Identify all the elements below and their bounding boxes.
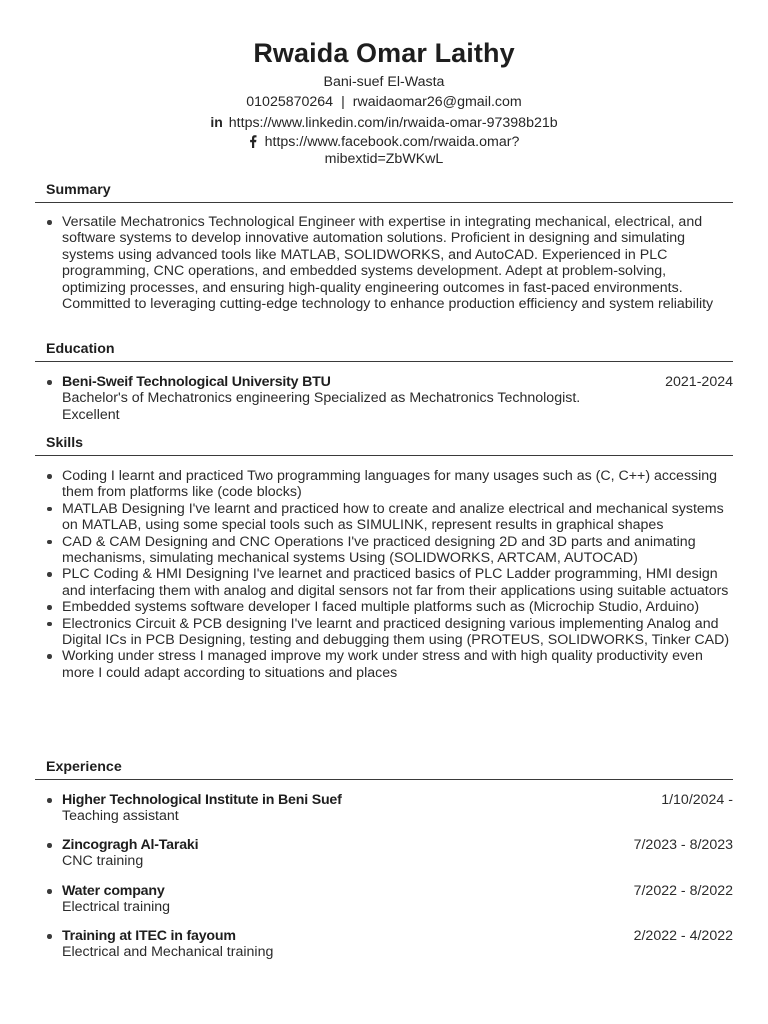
employer-name: Higher Technological Institute in Beni Suef bbox=[62, 792, 342, 808]
experience-entry bbox=[46, 792, 733, 825]
experience-entry bbox=[46, 928, 733, 961]
facebook-link-continued[interactable]: mibextid=ZbWKwL bbox=[324, 151, 444, 167]
employment-dates: 7/2023 - 8/2023 bbox=[633, 837, 733, 853]
job-role: Electrical and Mechanical training bbox=[62, 944, 274, 961]
education-section bbox=[46, 374, 733, 423]
experience-section bbox=[46, 837, 733, 870]
skill-item: Coding I learnt and practiced Two programming languages for many usages such as (C, C++) accessing them from platforms like (code blocks) bbox=[46, 468, 733, 501]
skill-item: PLC Coding & HMI Designing I've learnet and practiced basics of PLC Ladder programming, HMI design and interfacing them with analog and digital sensors not far from their applications using suitable actuators bbox=[46, 566, 733, 599]
employment-dates: 1/10/2024 - bbox=[661, 792, 733, 808]
employer-name: Zincogragh Al-Taraki bbox=[62, 837, 199, 853]
job-role: Teaching assistant bbox=[62, 808, 179, 825]
linkedin-link[interactable]: https://www.linkedin.com/in/rwaida-omar-97398b21b bbox=[228, 115, 558, 131]
employer-name: Training at ITEC in fayoum bbox=[62, 928, 236, 944]
skill-item: Electronics Circuit & PCB designing I've learnt and practiced designing various implementing Analog and Digital ICs in PCB Designing, testing and debugging them using (PROTEUS, SOLIDWORKS, Tinker CAD) bbox=[46, 616, 733, 649]
skill-item: MATLAB Designing I've learnt and practiced how to create and analize electrical and mechanical systems on MATLAB, using some special tools such as SIMULINK, represent results in graphical shapes bbox=[46, 501, 733, 534]
skills-heading: Skills bbox=[46, 435, 84, 451]
contact-line bbox=[0, 94, 768, 111]
experience-section bbox=[46, 792, 733, 825]
skill-item: Working under stress I managed improve my work under stress and with high quality productivity even more I could adapt according to situations and places bbox=[46, 648, 733, 681]
summary-item: Versatile Mechatronics Technological Engineer with expertise in integrating mechanical, electrical, and software systems to develop innovative automation solutions. Proficient in designing and simulating systems using advanced tools like MATLAB, SOLIDWORKS, and AutoCAD. Experienced in PLC programming, CNC operations, and embedded systems development. Adept at problem-solving, optimizing processes, and ensuring high-quality engineering outcomes in fast-paced environments. Committed to leveraging cutting-edge technology to enhance production efficiency and system reliability bbox=[46, 214, 733, 312]
skills-divider bbox=[35, 455, 733, 456]
email-link[interactable]: rwaidaomar26@gmail.com bbox=[352, 94, 522, 110]
summary-divider bbox=[35, 202, 733, 203]
skill-item: CAD & CAM Designing and CNC Operations I've practiced designing 2D and 3D parts and animating mechanisms, simulating mechanical systems Using (SOLIDWORKS, ARTCAM, AUTOCAD) bbox=[46, 534, 733, 567]
summary-heading: Summary bbox=[46, 182, 111, 198]
employment-dates: 2/2022 - 4/2022 bbox=[633, 928, 733, 944]
employer-name: Water company bbox=[62, 883, 165, 899]
education-divider bbox=[35, 361, 733, 362]
skills-section bbox=[46, 468, 733, 681]
experience-divider bbox=[35, 779, 733, 780]
experience-entry bbox=[46, 837, 733, 870]
skill-item: Embedded systems software developer I faced multiple platforms such as (Microchip Studio, Arduino) bbox=[46, 599, 733, 615]
linkedin-line bbox=[0, 114, 768, 132]
job-role: CNC training bbox=[62, 853, 144, 870]
education-dates: 2021-2024 bbox=[665, 374, 733, 390]
degree: Bachelor's of Mechatronics engineering Specialized as Mechatronics Technologist. bbox=[62, 390, 581, 407]
candidate-name: Rwaida Omar Laithy bbox=[253, 38, 515, 68]
experience-section bbox=[46, 928, 733, 961]
experience-section bbox=[46, 883, 733, 916]
contact-separator: | bbox=[341, 94, 345, 110]
experience-entry bbox=[46, 883, 733, 916]
phone-number[interactable]: 01025870264 bbox=[246, 94, 334, 110]
job-role: Electrical training bbox=[62, 899, 171, 916]
linkedin-icon: in bbox=[210, 114, 223, 130]
summary-section bbox=[46, 214, 733, 312]
school-name: Beni-Sweif Technological University BTU bbox=[62, 374, 331, 390]
employment-dates: 7/2022 - 8/2022 bbox=[633, 883, 733, 899]
experience-heading: Experience bbox=[46, 759, 122, 775]
education-heading: Education bbox=[46, 341, 115, 357]
education-entry bbox=[46, 374, 733, 423]
location: Bani-suef El-Wasta bbox=[323, 74, 445, 90]
grade: Excellent bbox=[62, 406, 120, 423]
facebook-link[interactable]: https://www.facebook.com/rwaida.omar? bbox=[264, 134, 520, 150]
